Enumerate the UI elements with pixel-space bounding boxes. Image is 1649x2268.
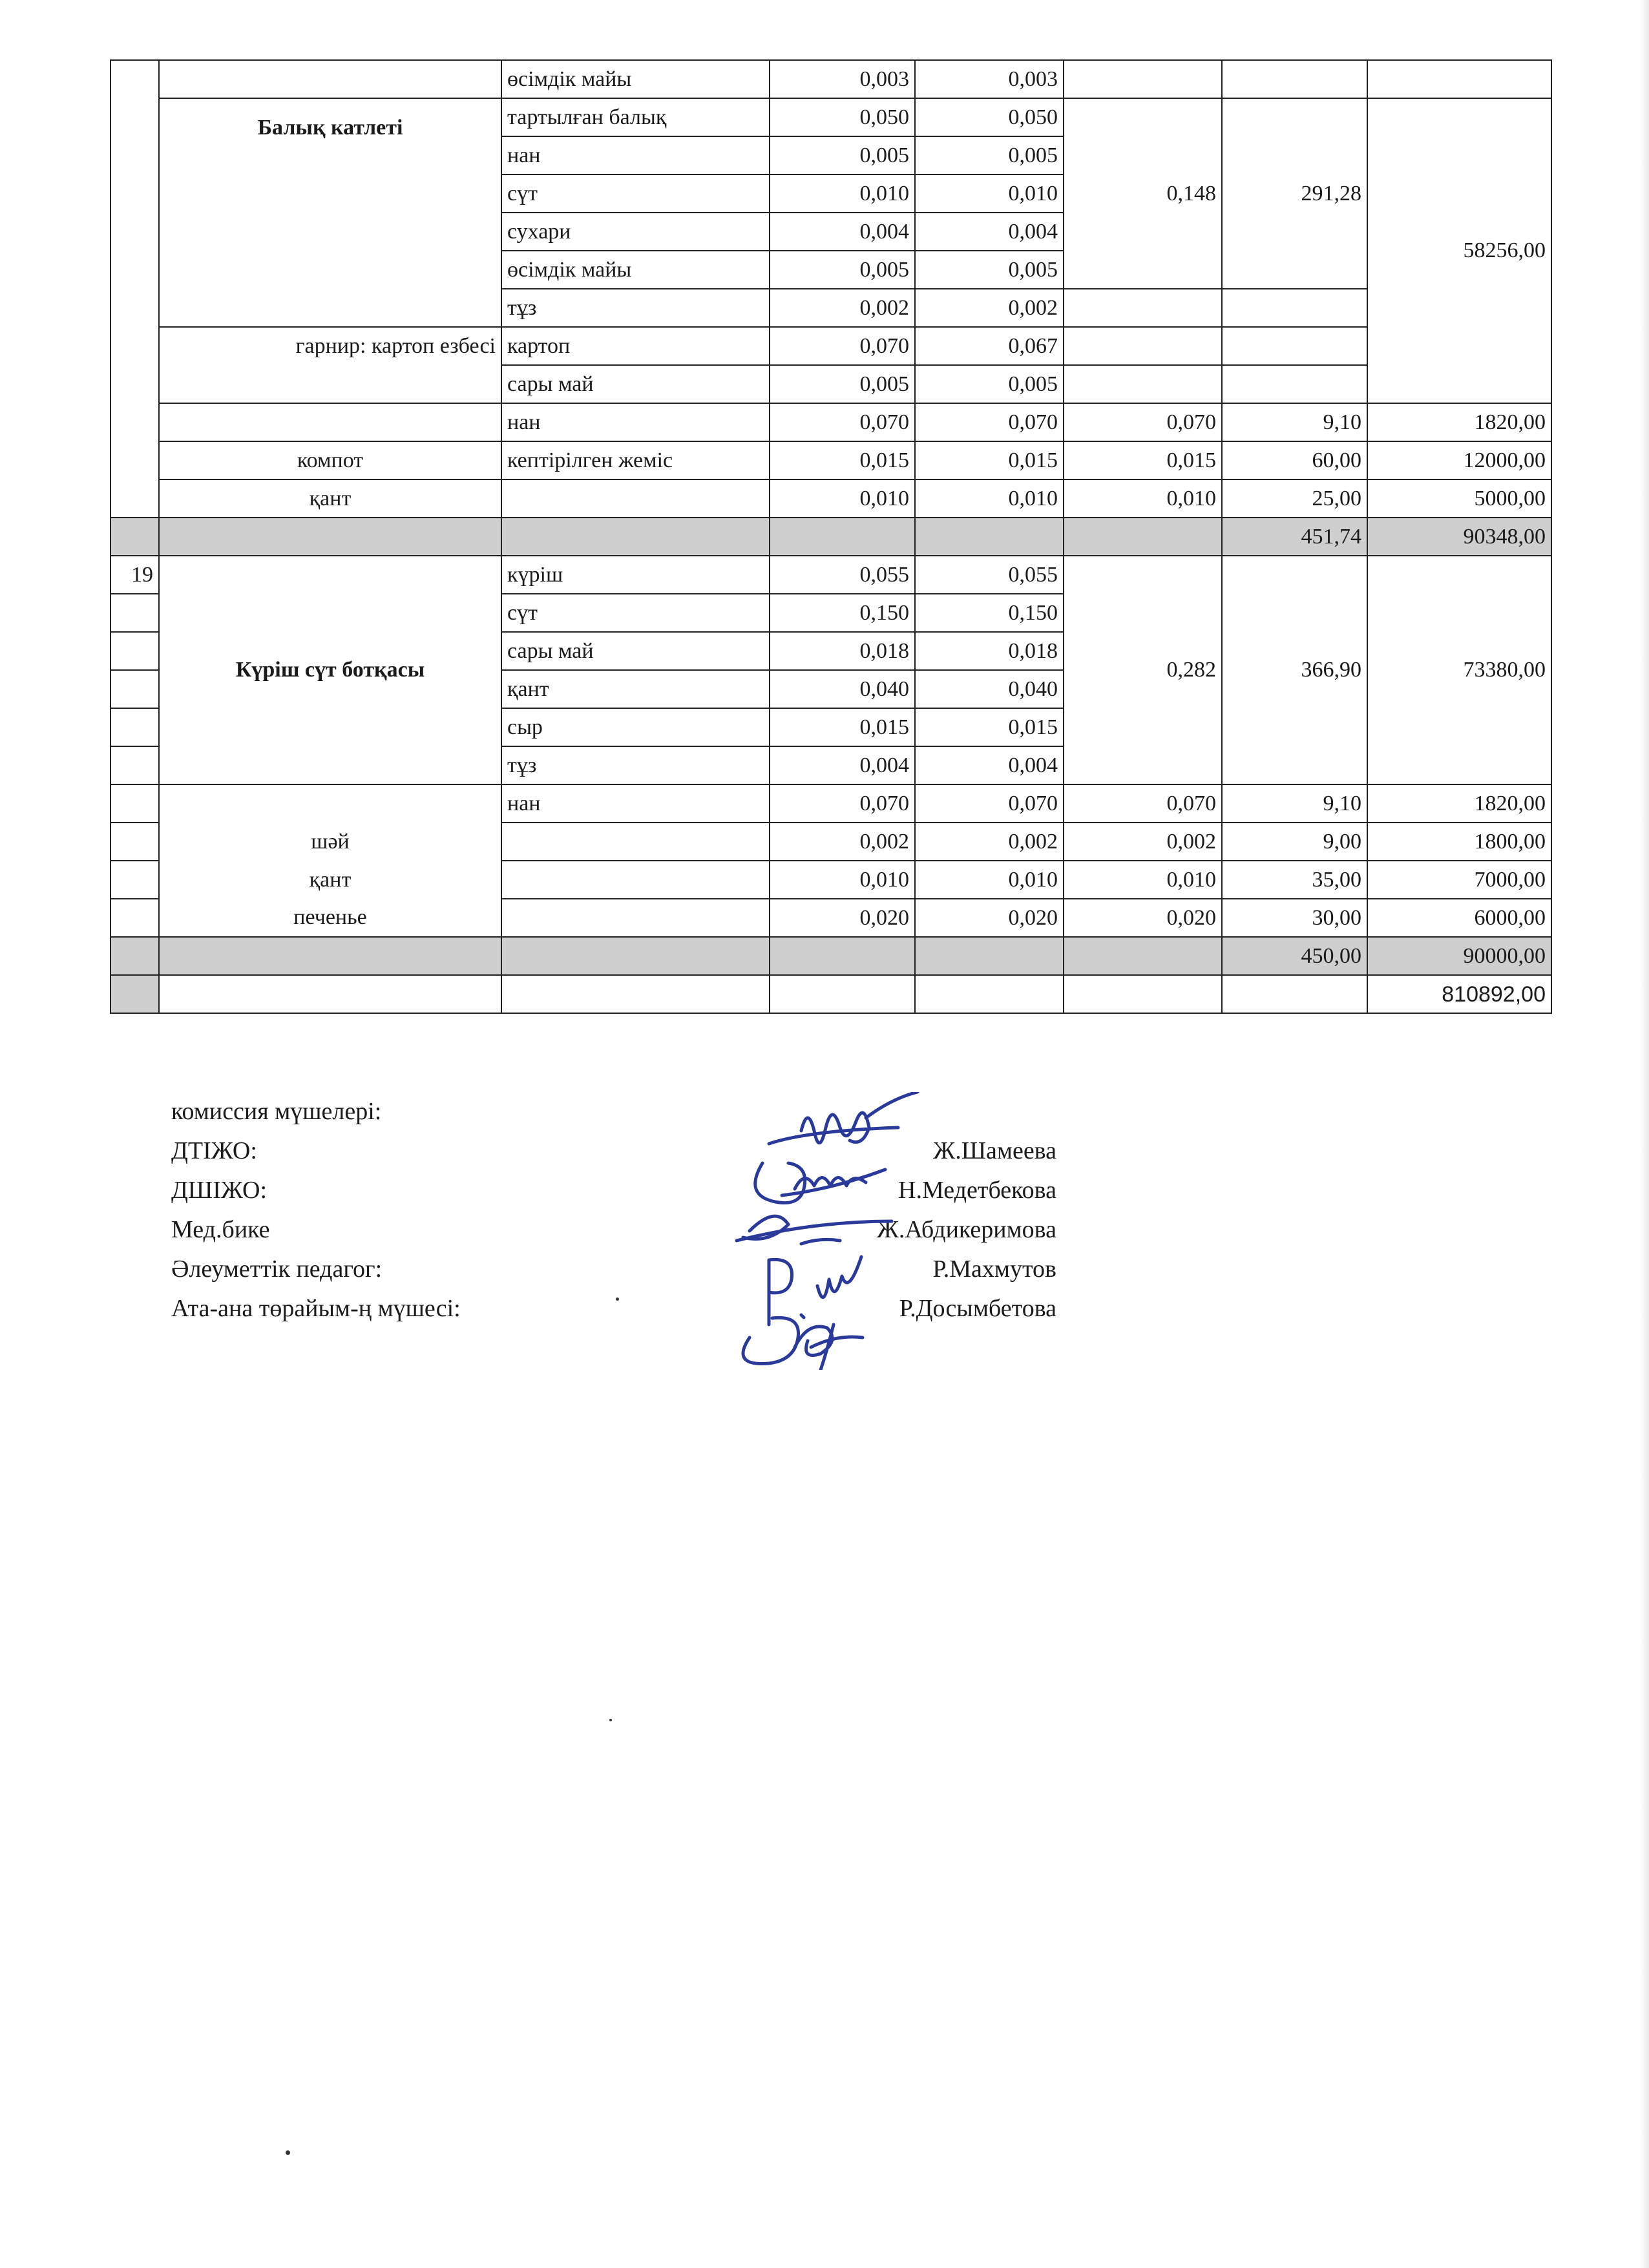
gross-cell: 0,150 — [770, 594, 915, 632]
subtotal-price: 451,74 — [1222, 518, 1367, 556]
ingredient-cell: сүт — [501, 594, 770, 632]
ingredient-cell: нан — [501, 136, 770, 174]
ingredient-cell: нан — [501, 784, 770, 823]
table-row — [110, 861, 1551, 899]
gross-cell: 0,018 — [770, 632, 915, 670]
portion-cell: 0,020 — [1064, 899, 1222, 937]
ingredient-cell: күріш — [501, 556, 770, 594]
gross-cell: 0,010 — [770, 861, 915, 899]
net-cell: 0,070 — [915, 784, 1064, 823]
table-row — [110, 98, 1551, 136]
net-cell: 0,010 — [915, 861, 1064, 899]
ingredient-cell: сүт — [501, 174, 770, 213]
total-cell: 7000,00 — [1367, 861, 1551, 899]
gross-cell: 0,005 — [770, 136, 915, 174]
total-cell: 6000,00 — [1367, 899, 1551, 937]
grand-total-row — [110, 975, 1551, 1013]
member-role: Мед.бике — [171, 1216, 270, 1243]
price-cell — [1222, 60, 1367, 98]
dish-cell: қант — [159, 479, 501, 518]
gross-cell: 0,055 — [770, 556, 915, 594]
dish-name-balyk-katleti: Балық катлеті — [159, 98, 501, 327]
dish-cell: печенье — [159, 899, 501, 937]
price-cell: 60,00 — [1222, 441, 1367, 479]
member-name: Р.Досымбетова — [899, 1295, 1056, 1322]
gross-cell: 0,050 — [770, 98, 915, 136]
gross-cell: 0,004 — [770, 213, 915, 251]
dish-cell — [159, 403, 501, 441]
menu-cost-table — [110, 59, 1552, 1014]
ingredient-cell: тұз — [501, 289, 770, 327]
member-name: Н.Медетбекова — [898, 1177, 1056, 1204]
dust-speck — [609, 1719, 612, 1721]
signature-2 — [755, 1163, 885, 1203]
ingredient-cell: сары май — [501, 365, 770, 403]
gross-cell: 0,002 — [770, 823, 915, 861]
dish-cell: компот — [159, 441, 501, 479]
total-cell: 1820,00 — [1367, 784, 1551, 823]
dish-cell: шәй — [159, 823, 501, 861]
total-cell: 12000,00 — [1367, 441, 1551, 479]
gross-cell: 0,015 — [770, 441, 915, 479]
subtotal-row — [110, 937, 1551, 975]
portion-cell: 0,002 — [1064, 823, 1222, 861]
net-cell: 0,010 — [915, 174, 1064, 213]
net-cell: 0,015 — [915, 708, 1064, 746]
net-cell: 0,004 — [915, 213, 1064, 251]
price-cell: 30,00 — [1222, 899, 1367, 937]
gross-cell: 0,070 — [770, 784, 915, 823]
dish-name-garnish: гарнир: картоп езбесі — [159, 327, 501, 365]
ingredient-cell: сыр — [501, 708, 770, 746]
total-cell: 5000,00 — [1367, 479, 1551, 518]
portion-cell: 0,070 — [1064, 784, 1222, 823]
table-row — [110, 899, 1551, 937]
portion-cell: 0,010 — [1064, 479, 1222, 518]
day-number-cell — [110, 60, 159, 403]
net-cell: 0,050 — [915, 98, 1064, 136]
dish-cell — [159, 784, 501, 823]
table-row — [110, 403, 1551, 441]
net-cell: 0,020 — [915, 899, 1064, 937]
ingredient-cell: нан — [501, 403, 770, 441]
table-row — [110, 60, 1551, 98]
day-number-cell — [110, 441, 159, 479]
ingredient-cell — [501, 861, 770, 899]
portion-cell: 0,148 — [1064, 98, 1222, 289]
member-name: Р.Махмутов — [932, 1255, 1056, 1283]
price-cell — [1222, 327, 1367, 365]
subtotal-total: 90348,00 — [1367, 518, 1551, 556]
grand-total: 810892,00 — [1367, 975, 1551, 1013]
net-cell: 0,055 — [915, 556, 1064, 594]
price-cell — [1222, 289, 1367, 327]
member-name: Ж.Шамеева — [933, 1137, 1056, 1164]
member-role: Әлеуметтік педагог: — [171, 1255, 383, 1283]
net-cell: 0,005 — [915, 136, 1064, 174]
commission-title: комиссия мүшелері: — [171, 1098, 382, 1125]
gross-cell: 0,020 — [770, 899, 915, 937]
ingredient-cell — [501, 823, 770, 861]
gross-cell: 0,010 — [770, 174, 915, 213]
table-row — [110, 556, 1551, 594]
net-cell: 0,003 — [915, 60, 1064, 98]
total-cell: 1800,00 — [1367, 823, 1551, 861]
total-cell: 73380,00 — [1367, 556, 1551, 784]
net-cell: 0,150 — [915, 594, 1064, 632]
ingredient-cell: кептірілген жеміс — [501, 441, 770, 479]
gross-cell: 0,070 — [770, 403, 915, 441]
portion-cell: 0,010 — [1064, 861, 1222, 899]
ingredient-cell — [501, 899, 770, 937]
total-cell: 1820,00 — [1367, 403, 1551, 441]
signature-3 — [737, 1216, 892, 1244]
table-row — [110, 365, 1551, 403]
net-cell: 0,002 — [915, 823, 1064, 861]
member-role: ДТІЖО: — [171, 1137, 257, 1164]
ingredient-cell: сухари — [501, 213, 770, 251]
price-cell: 25,00 — [1222, 479, 1367, 518]
table-row — [110, 479, 1551, 518]
net-cell: 0,067 — [915, 327, 1064, 365]
dish-cell: қант — [159, 861, 501, 899]
member-role: ДШІЖО: — [171, 1177, 268, 1204]
dish-name-kurish-sut-botkasy: Күріш сүт ботқасы — [159, 556, 501, 784]
gross-cell: 0,003 — [770, 60, 915, 98]
day-number-cell — [110, 479, 159, 518]
dish-cell — [159, 60, 501, 98]
ingredient-cell: сары май — [501, 632, 770, 670]
net-cell: 0,005 — [915, 365, 1064, 403]
total-cell: 58256,00 — [1367, 98, 1551, 403]
gross-cell: 0,010 — [770, 479, 915, 518]
signature-5 — [743, 1318, 863, 1370]
dust-speck — [286, 2150, 290, 2155]
page-edge-shadow — [1640, 0, 1649, 2268]
ingredient-cell: қант — [501, 670, 770, 708]
net-cell: 0,070 — [915, 403, 1064, 441]
ingredient-cell: картоп — [501, 327, 770, 365]
gross-cell: 0,070 — [770, 327, 915, 365]
table-row — [110, 441, 1551, 479]
price-cell: 9,00 — [1222, 823, 1367, 861]
gross-cell: 0,040 — [770, 670, 915, 708]
net-cell: 0,018 — [915, 632, 1064, 670]
price-cell: 9,10 — [1222, 403, 1367, 441]
price-cell: 35,00 — [1222, 861, 1367, 899]
member-role: Ата-ана төрайым-ң мүшесі: — [171, 1295, 461, 1322]
table-row — [110, 784, 1551, 823]
portion-cell — [1064, 60, 1222, 98]
member-name: Ж.Абдикеримова — [876, 1216, 1056, 1243]
price-cell: 291,28 — [1222, 98, 1367, 289]
price-cell: 366,90 — [1222, 556, 1367, 784]
dust-speck — [616, 1297, 619, 1301]
signature-4 — [769, 1257, 861, 1325]
gross-cell: 0,015 — [770, 708, 915, 746]
subtotal-row — [110, 518, 1551, 556]
portion-cell — [1064, 327, 1222, 365]
gross-cell: 0,002 — [770, 289, 915, 327]
portion-cell: 0,282 — [1064, 556, 1222, 784]
table-row — [110, 823, 1551, 861]
portion-cell: 0,015 — [1064, 441, 1222, 479]
dish-cell — [159, 365, 501, 403]
ingredient-cell: өсімдік майы — [501, 60, 770, 98]
handwritten-signatures — [672, 1092, 1073, 1370]
signature-1 — [769, 1092, 918, 1144]
subtotal-price: 450,00 — [1222, 937, 1367, 975]
net-cell: 0,002 — [915, 289, 1064, 327]
day-number: 19 — [110, 556, 159, 594]
net-cell: 0,015 — [915, 441, 1064, 479]
price-cell: 9,10 — [1222, 784, 1367, 823]
portion-cell: 0,070 — [1064, 403, 1222, 441]
price-cell — [1222, 365, 1367, 403]
table-row — [110, 327, 1551, 365]
net-cell: 0,010 — [915, 479, 1064, 518]
net-cell: 0,005 — [915, 251, 1064, 289]
ingredient-cell: тұз — [501, 746, 770, 784]
net-cell: 0,004 — [915, 746, 1064, 784]
ingredient-cell: тартылған балық — [501, 98, 770, 136]
gross-cell: 0,004 — [770, 746, 915, 784]
portion-cell — [1064, 289, 1222, 327]
net-cell: 0,040 — [915, 670, 1064, 708]
gross-cell: 0,005 — [770, 251, 915, 289]
ingredient-cell — [501, 479, 770, 518]
ingredient-cell: өсімдік майы — [501, 251, 770, 289]
gross-cell: 0,005 — [770, 365, 915, 403]
portion-cell — [1064, 365, 1222, 403]
day-number-cell — [110, 403, 159, 441]
total-cell — [1367, 60, 1551, 98]
subtotal-total: 90000,00 — [1367, 937, 1551, 975]
